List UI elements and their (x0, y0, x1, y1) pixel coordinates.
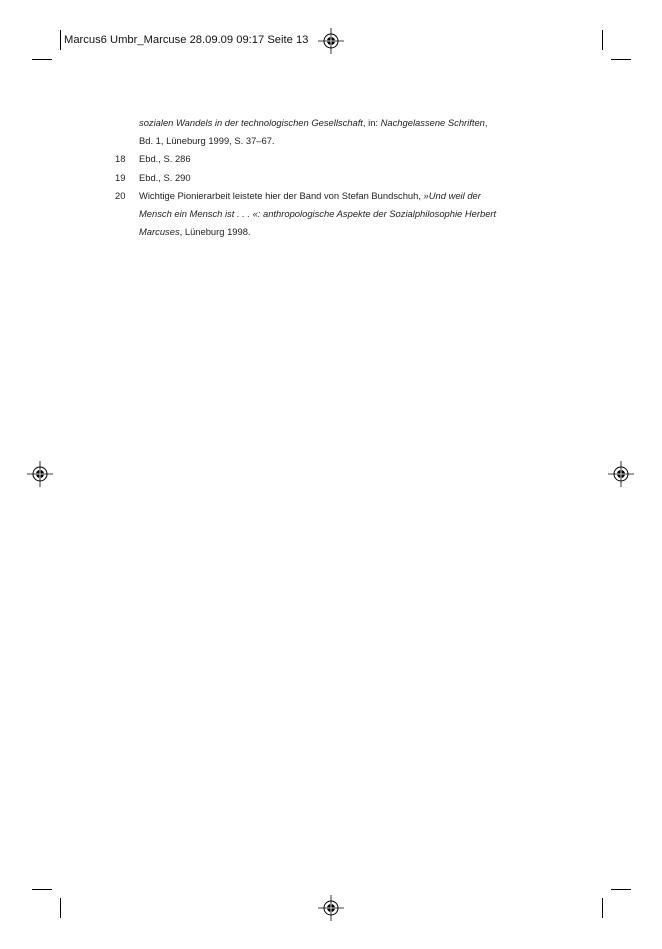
footnote-number: 20 (115, 189, 126, 201)
footnote-title-italic: sozialen Wandels in der technologischen Gesellschaft (139, 117, 363, 128)
footnote-20-line-1 (139, 187, 531, 205)
footnote-continued-line-2: Bd. 1, Lüneburg 1999, S. 37–67. (139, 135, 275, 147)
footnote-number: 19 (115, 171, 126, 183)
registration-mark-left-icon (27, 461, 53, 487)
footnote-20-title-start: »Und weil der (423, 189, 481, 201)
footnote-text: Ebd., S. 290 (139, 171, 191, 183)
footnote-20 (115, 187, 531, 242)
footnote-text (139, 187, 531, 242)
crop-mark-bottom-right-vertical (602, 898, 603, 918)
crop-mark-bottom-right-horizontal (611, 889, 631, 890)
footnote-19 (115, 169, 531, 187)
footnote-20-line-2: Mensch ein Mensch ist . . . «: anthropologische Aspekte der Sozialphilosophie Herbert (139, 208, 497, 220)
footnote-number: 18 (115, 153, 126, 165)
footnote-comma: , (484, 117, 488, 128)
footnote-continued-line-1 (139, 114, 531, 132)
print-slug: Marcus6 Umbr_Marcuse 28.09.09 09:17 Seite 13 (64, 34, 309, 46)
footnote-20-line-3 (139, 223, 531, 241)
footnote-series-italic: Nachgelassene Schriften (380, 117, 485, 128)
footnotes (115, 114, 531, 241)
registration-mark-right-icon (608, 461, 634, 487)
footnote-number-empty (115, 114, 139, 150)
crop-mark-top-left-horizontal (32, 59, 52, 60)
footnote-separator: , in: (362, 117, 381, 128)
footnote-continued-text (139, 114, 531, 150)
registration-mark-top-icon (318, 28, 344, 54)
crop-mark-bottom-left-horizontal (32, 889, 52, 890)
crop-mark-bottom-left-vertical (60, 898, 61, 918)
registration-mark-bottom-icon (318, 895, 344, 921)
crop-mark-top-left-vertical (60, 30, 61, 50)
footnote-20-title-end: Marcuses (139, 226, 180, 238)
footnote-20-place: , Lüneburg 1998. (179, 226, 251, 238)
crop-mark-top-right-horizontal (611, 59, 631, 60)
footnote-18 (115, 150, 531, 168)
crop-mark-top-right-vertical (602, 30, 603, 50)
footnote-20-plain: Wichtige Pionierarbeit leistete hier der Band von Stefan Bundschuh, (139, 189, 424, 201)
footnote-text: Ebd., S. 286 (139, 153, 191, 165)
footnote-continued (115, 114, 531, 150)
